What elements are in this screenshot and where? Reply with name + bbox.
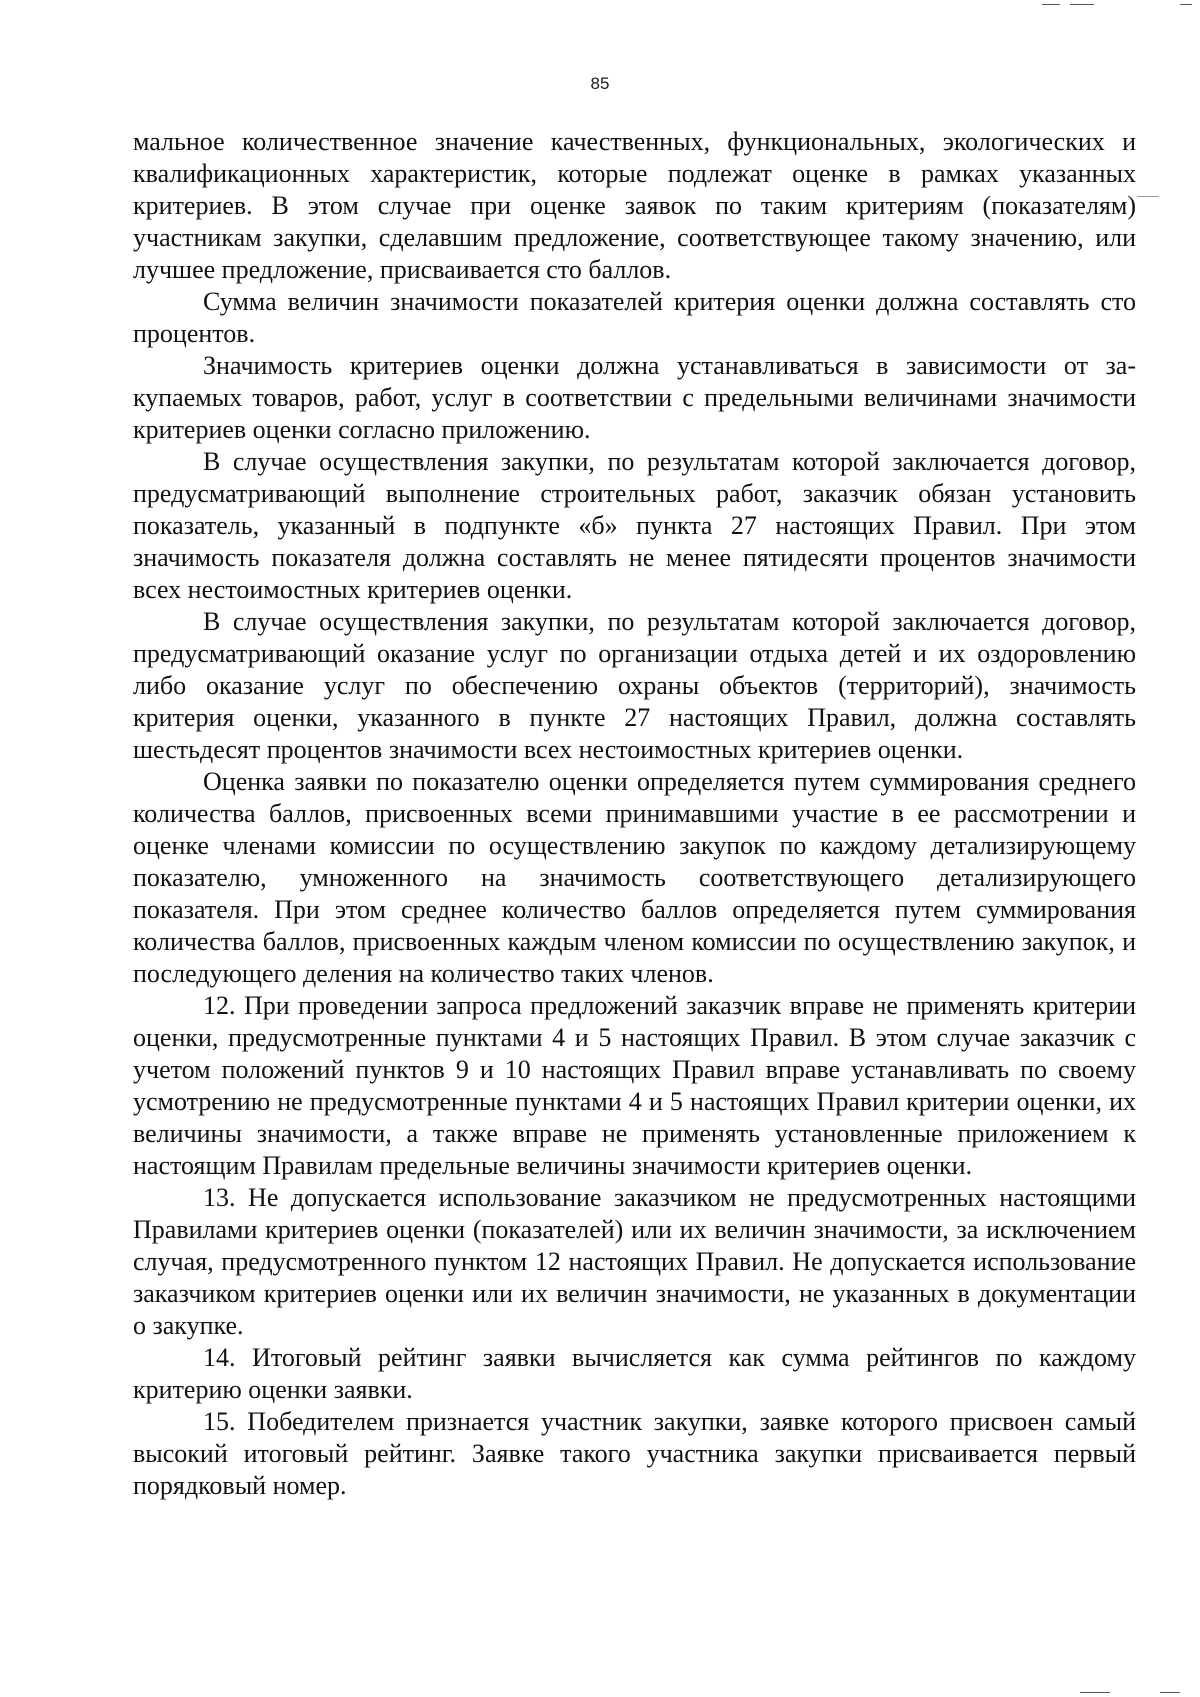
paragraph: Значимость критериев оценки должна устанавливаться в зависимости от закупаемых товаров, работ, услуг в соответствии с предельными величинами значимости критериев оценки согласно приложению. [133, 351, 1136, 444]
scan-artifact [1137, 196, 1159, 197]
scan-artifact [1080, 1692, 1110, 1693]
paragraph-item-14: 14. Итоговый рейтинг заявки вычисляется как сумма рейтингов по каждому критерию оценки заявки. [133, 1343, 1136, 1404]
paragraph: мальное количественное значение качественных, функциональных, экологических и квалификационных характеристик, которые подлежат оценке в рамках указанных критериев. В этом случае при оценке заявок по таким критериям (показателям) участникам закупки, сделавшим предложение, соответствующее такому значению, или лучшее предложение, присваивается сто баллов. [133, 127, 1136, 284]
paragraph-item-15: 15. Победителем признается участник закупки, заявке которого присвоен самый высокий итоговый рейтинг. Заявке такого участника закупки присваивается первый порядковый номер. [133, 1407, 1136, 1500]
scan-artifact [1160, 1692, 1180, 1693]
scan-artifact [1070, 4, 1094, 5]
scan-artifact [1042, 4, 1060, 5]
page-number: 85 [590, 74, 610, 93]
paragraph: В случае осуществления закупки, по результатам которой заключается договор, предусматривающий оказание услуг по организации отдыха детей и их оздоровлению либо оказание услуг по обеспечению охраны объектов (территорий), значимость критерия оценки, указанного в пункте 27 настоящих Правил, должна составлять шестьдесят процентов значимости всех нестоимостных критериев оценки. [133, 607, 1136, 764]
paragraph-item-12: 12. При проведении запроса предложений заказчик вправе не применять критерии оценки, предусмотренные пунктами 4 и 5 настоящих Правил. В этом случае заказчик с учетом положений пунктов 9 и 10 настоящих Правил вправе устанавливать по своему усмотрению не предусмотренные пунктами 4 и 5 настоящих Правил критерии оценки, их величины значимости, а также вправе не применять установленные приложением к настоящим Правилам предельные величины значимости критериев оценки. [133, 991, 1136, 1180]
paragraph-item-13: 13. Не допускается использование заказчиком не предусмотренных настоящими Правилами критериев оценки (показателей) или их величин значимости, за исключением случая, предусмотренного пунктом 12 настоящих Правил. Не допускается использование заказчиком критериев оценки или их величин значимости, не указанных в документации о закупке. [133, 1183, 1136, 1340]
paragraph: Сумма величин значимости показателей критерия оценки должна составлять сто процентов. [133, 287, 1136, 348]
paragraph: В случае осуществления закупки, по результатам которой заключается договор, предусматривающий выполнение строительных работ, заказчик обязан установить показатель, указанный в подпункте «б» пункта 27 настоящих Правил. При этом значимость показателя должна составлять не менее пятидесяти процентов значимости всех нестоимостных критериев оценки. [133, 447, 1136, 604]
document-body [133, 126, 1136, 1502]
scan-artifact [1180, 4, 1192, 5]
paragraph: Оценка заявки по показателю оценки определяется путем суммирования среднего количества баллов, присвоенных всеми принимавшими участие в ее рассмотрении и оценке членами комиссии по осуществлению закупок по каждому детализирующему показателю, умноженного на значимость соответствующего детализирующего показателя. При этом среднее количество баллов определяется путем суммирования количества баллов, присвоенных каждым членом комиссии по осуществлению закупок, и последующего деления на количество таких членов. [133, 767, 1136, 988]
